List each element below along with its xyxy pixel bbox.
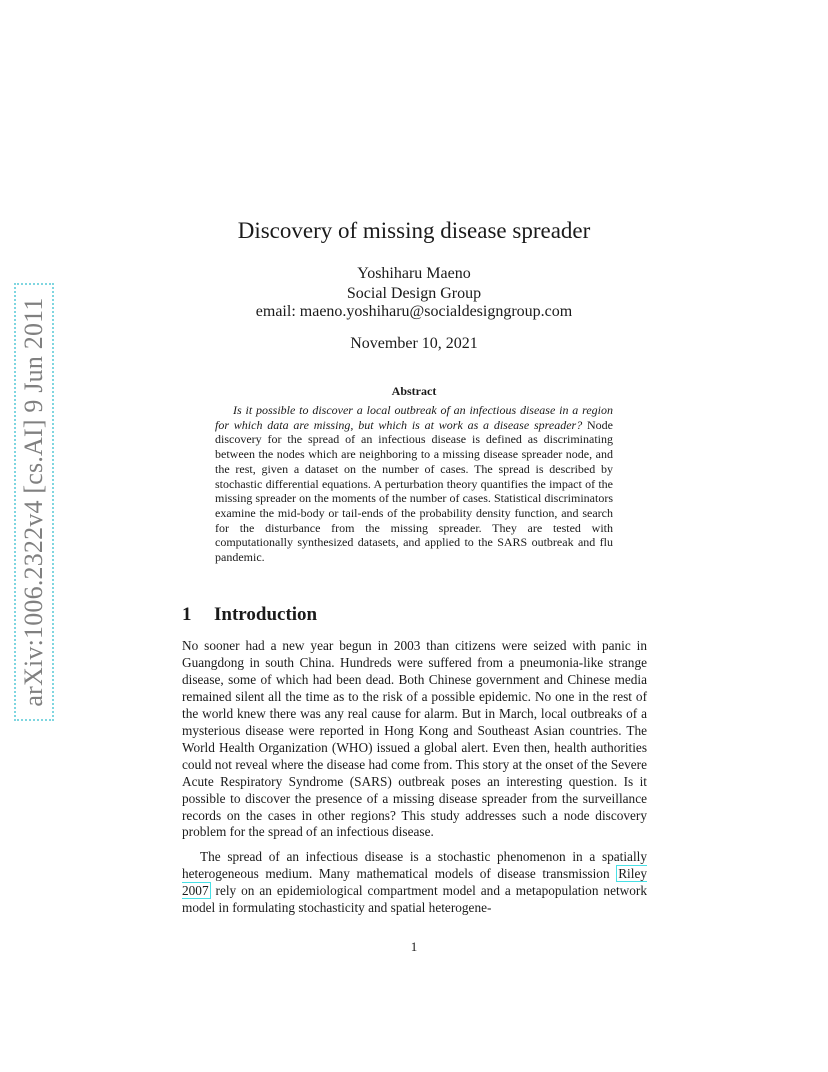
paper-title: Discovery of missing disease spreader <box>237 218 591 243</box>
intro-paragraph-2 <box>182 849 647 917</box>
author-name: Yoshiharu Maeno <box>357 265 471 282</box>
paragraph-2-text-end: rely on an epidemiological compartment model and a metapopulation network model in formulating stochasticity and spatial heterogene- <box>182 882 647 915</box>
paragraph-2-text-start: The spread of an infectious disease is a stochastic phenomenon in a spatially heterogeneous medium. Many mathematical models of disease transmission <box>182 849 647 881</box>
abstract-body: Node discovery for the spread of an infectious disease is defined as discriminating between the nodes which are neighboring to a missing disease spreader node, and the rest, given a dataset on the number of cases. The spread is described by stochastic differential equations. A perturbation theory quantifies the impact of the missing spreader on the moments of the number of cases. Statistical discriminators examine the mid-body or tail-ends of the probability density function, and search for the disturbance from the missing spreader. They are tested with computationally synthesized datasets, and applied to the SARS outbreak and flu pandemic. <box>215 417 613 565</box>
abstract-text <box>215 403 613 565</box>
section-title: Introduction <box>214 604 318 625</box>
author-affiliation: Social Design Group <box>346 285 482 302</box>
page-number: 1 <box>410 939 418 954</box>
abstract-heading: Abstract <box>391 384 437 398</box>
section-heading <box>182 602 317 628</box>
author-email: email: maeno.yoshiharu@socialdesigngroup.com <box>255 303 573 320</box>
arxiv-identifier: arXiv:1006.2322v4 [cs.AI] 9 Jun 2011 <box>19 297 48 707</box>
paper-date: November 10, 2021 <box>350 335 478 352</box>
abstract-question: Is it possible to discover a local outbreak of an infectious disease in a region for which data are missing, but which is at work as a disease spreader? <box>215 403 613 432</box>
intro-paragraph-1: No sooner had a new year begun in 2003 than citizens were seized with panic in Guangdong in south China. Hundreds were suffered from a pneumonia-like strange disease, some of which had been dead. Both Chinese government and Chinese media remained silent all the time as to the risk of a possible epidemic. No one in the rest of the world knew there was any real cause for alarm. But in March, local outbreaks of a mysterious disease were reported in Hong Kong and Southeast Asian countries. The World Health Organization (WHO) issued a global alert. Even then, health authorities could not reveal where the disease had come from. This story at the onset of the Severe Acute Respiratory Syndrome (SARS) outbreak poses an interesting question. Is it possible to discover the presence of a missing disease spreader from the surveillance records on the cases in other regions? This study addresses such a node discovery problem for the spread of an infectious disease. <box>182 638 647 840</box>
citation-link[interactable]: Riley 2007 <box>182 865 647 898</box>
section-number: 1 <box>182 604 192 625</box>
